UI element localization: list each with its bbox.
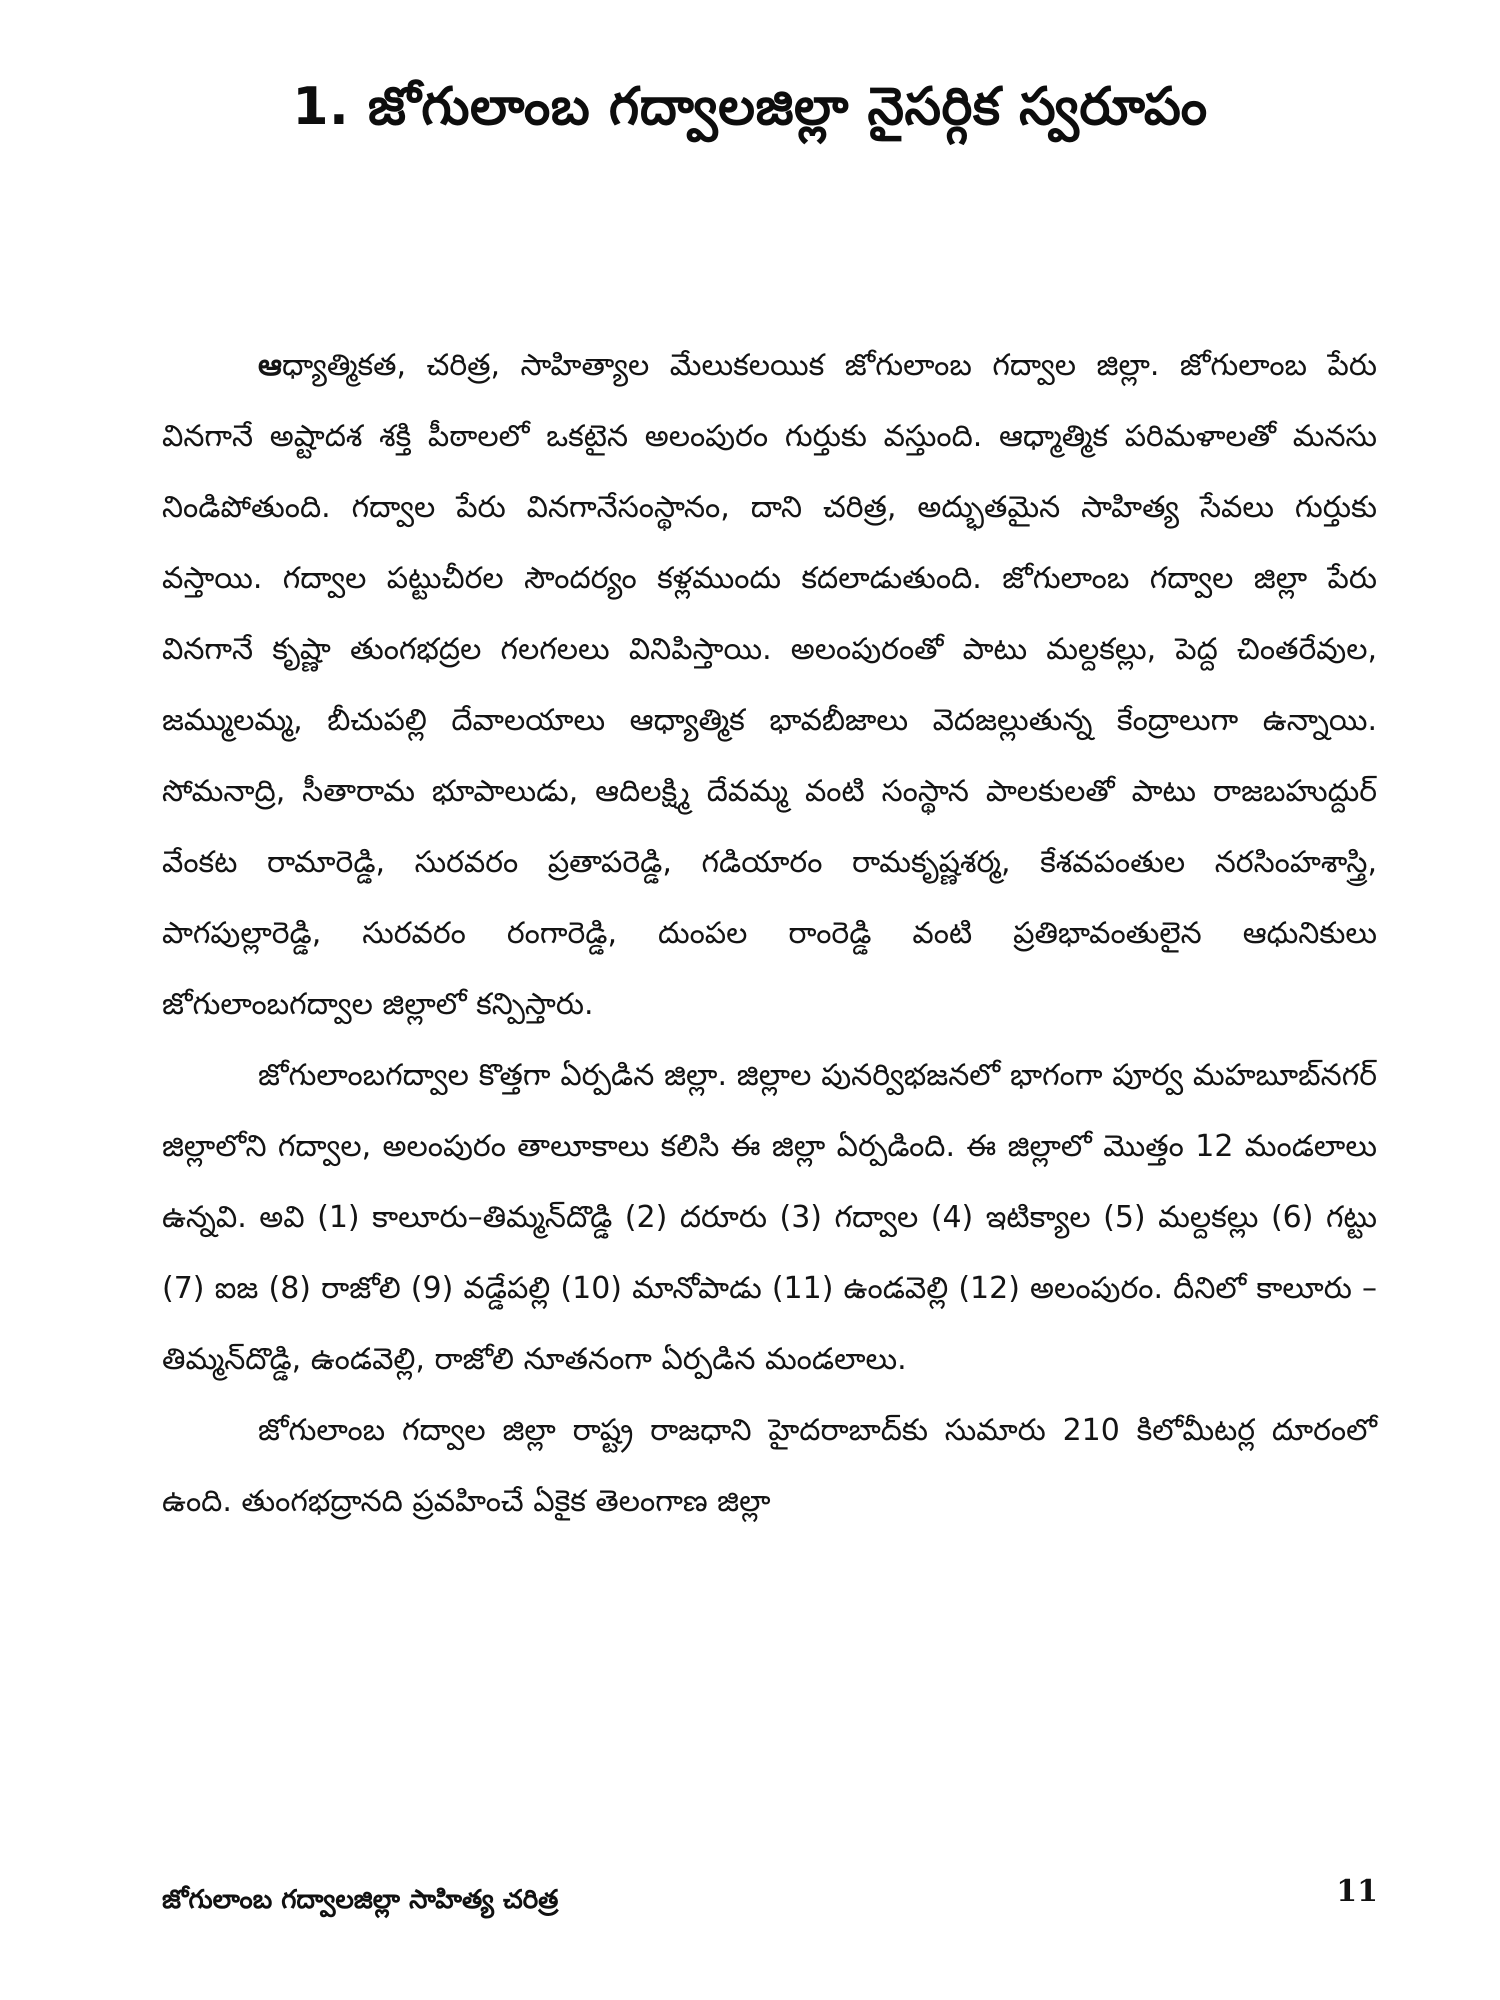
running-footer-title: జోగులాంబ గద్వాలజిల్లా సాహిత్య చరిత్ర <box>162 1885 559 1915</box>
paragraph-1-text: ధ్యాత్మికత, చరిత్ర, సాహిత్యాల మేలుకలయిక జోగులాంబ గద్వాల జిల్లా. జోగులాంబ పేరు వినగానే అష్టాదశ శక్తి పీఠాలలో ఒకటైన అలంపురం గుర్తుకు వస్తుంది. ఆధ్మాత్మిక పరిమళాలతో మనసు నిండిపోతుంది. గద్వాల పేరు వినగానేసంస్థానం, దాని చరిత్ర, అద్భుతమైన సాహిత్య సేవలు గుర్తుకు వస్తాయి. గద్వాల పట్టుచీరల సౌందర్యం కళ్లముందు కదలాడుతుంది. జోగులాంబ గద్వాల జిల్లా పేరు వినగానే కృష్ణా తుంగభద్రల గలగలలు వినిపిస్తాయి. అలంపురంతో పాటు మల్దకల్లు, పెద్ద చింతరేవుల, జమ్ములమ్మ, బీచుపల్లి దేవాలయాలు ఆధ్యాత్మిక భావబీజాలు వెదజల్లుతున్న కేంద్రాలుగా ఉన్నాయి. సోమనాద్రి, సీతారామ భూపాలుడు, ఆదిలక్ష్మి దేవమ్మ వంటి సంస్థాన పాలకులతో పాటు రాజబహుద్దుర్ వేంకట రామారెడ్డి, సురవరం ప్రతాపరెడ్డి, గడియారం రామకృష్ణశర్మ, కేశవపంతుల నరసింహశాస్త్రి, పాగపుల్లారెడ్డి, సురవరం రంగారెడ్డి, దుంపల రాంరెడ్డి వంటి ప్రతిభావంతులైన ఆధునికులు జోగులాంబగద్వాల జిల్లాలో కన్పిస్తారు. <box>162 348 1377 1022</box>
paragraph-1-lead: ఆ <box>258 348 282 383</box>
paragraph-2-text: జోగులాంబగద్వాల కొత్తగా ఏర్పడిన జిల్లా. జిల్లాల పునర్విభజనలో భాగంగా పూర్వ మహబూబ్‌నగర్ జిల్లాలోని గద్వాల, అలంపురం తాలూకాలు కలిసి ఈ జిల్లా ఏర్పడింది. ఈ జిల్లాలో మొత్తం 12 మండలాలు ఉన్నవి. అవి (1) కాలూరు–తిమ్మన్‌దొడ్డి (2) దరూరు (3) గద్వాల (4) ఇటిక్యాల (5) మల్దకల్లు (6) గట్టు (7) ఐజ (8) రాజోలి (9) వడ్డేపల్లి (10) మానోపాడు (11) ఉండవెల్లి (12) అలంపురం. దీనిలో కాలూరు – తిమ్మన్‌దొడ్డి, ఉండవెల్లి, రాజోలి నూతనంగా ఏర్పడిన మండలాలు. <box>162 1058 1377 1377</box>
paragraph-1 <box>162 330 1377 1040</box>
chapter-title: 1. జోగులాంబ గద్వాలజిల్లా నైసర్గిక స్వరూపం <box>292 77 1208 137</box>
paragraph-3-text: జోగులాంబ గద్వాల జిల్లా రాష్ట్ర రాజధాని హైదరాబాద్‌కు సుమారు 210 కిలోమీటర్ల దూరంలో ఉంది. తుంగభద్రానది ప్రవహించే ఏకైక తెలంగాణ జిల్లా <box>162 1413 1377 1519</box>
paragraph-3 <box>162 1395 1377 1537</box>
body-text <box>162 330 1377 1537</box>
page-number: 11 <box>1336 1874 1378 1909</box>
paragraph-2 <box>162 1040 1377 1395</box>
